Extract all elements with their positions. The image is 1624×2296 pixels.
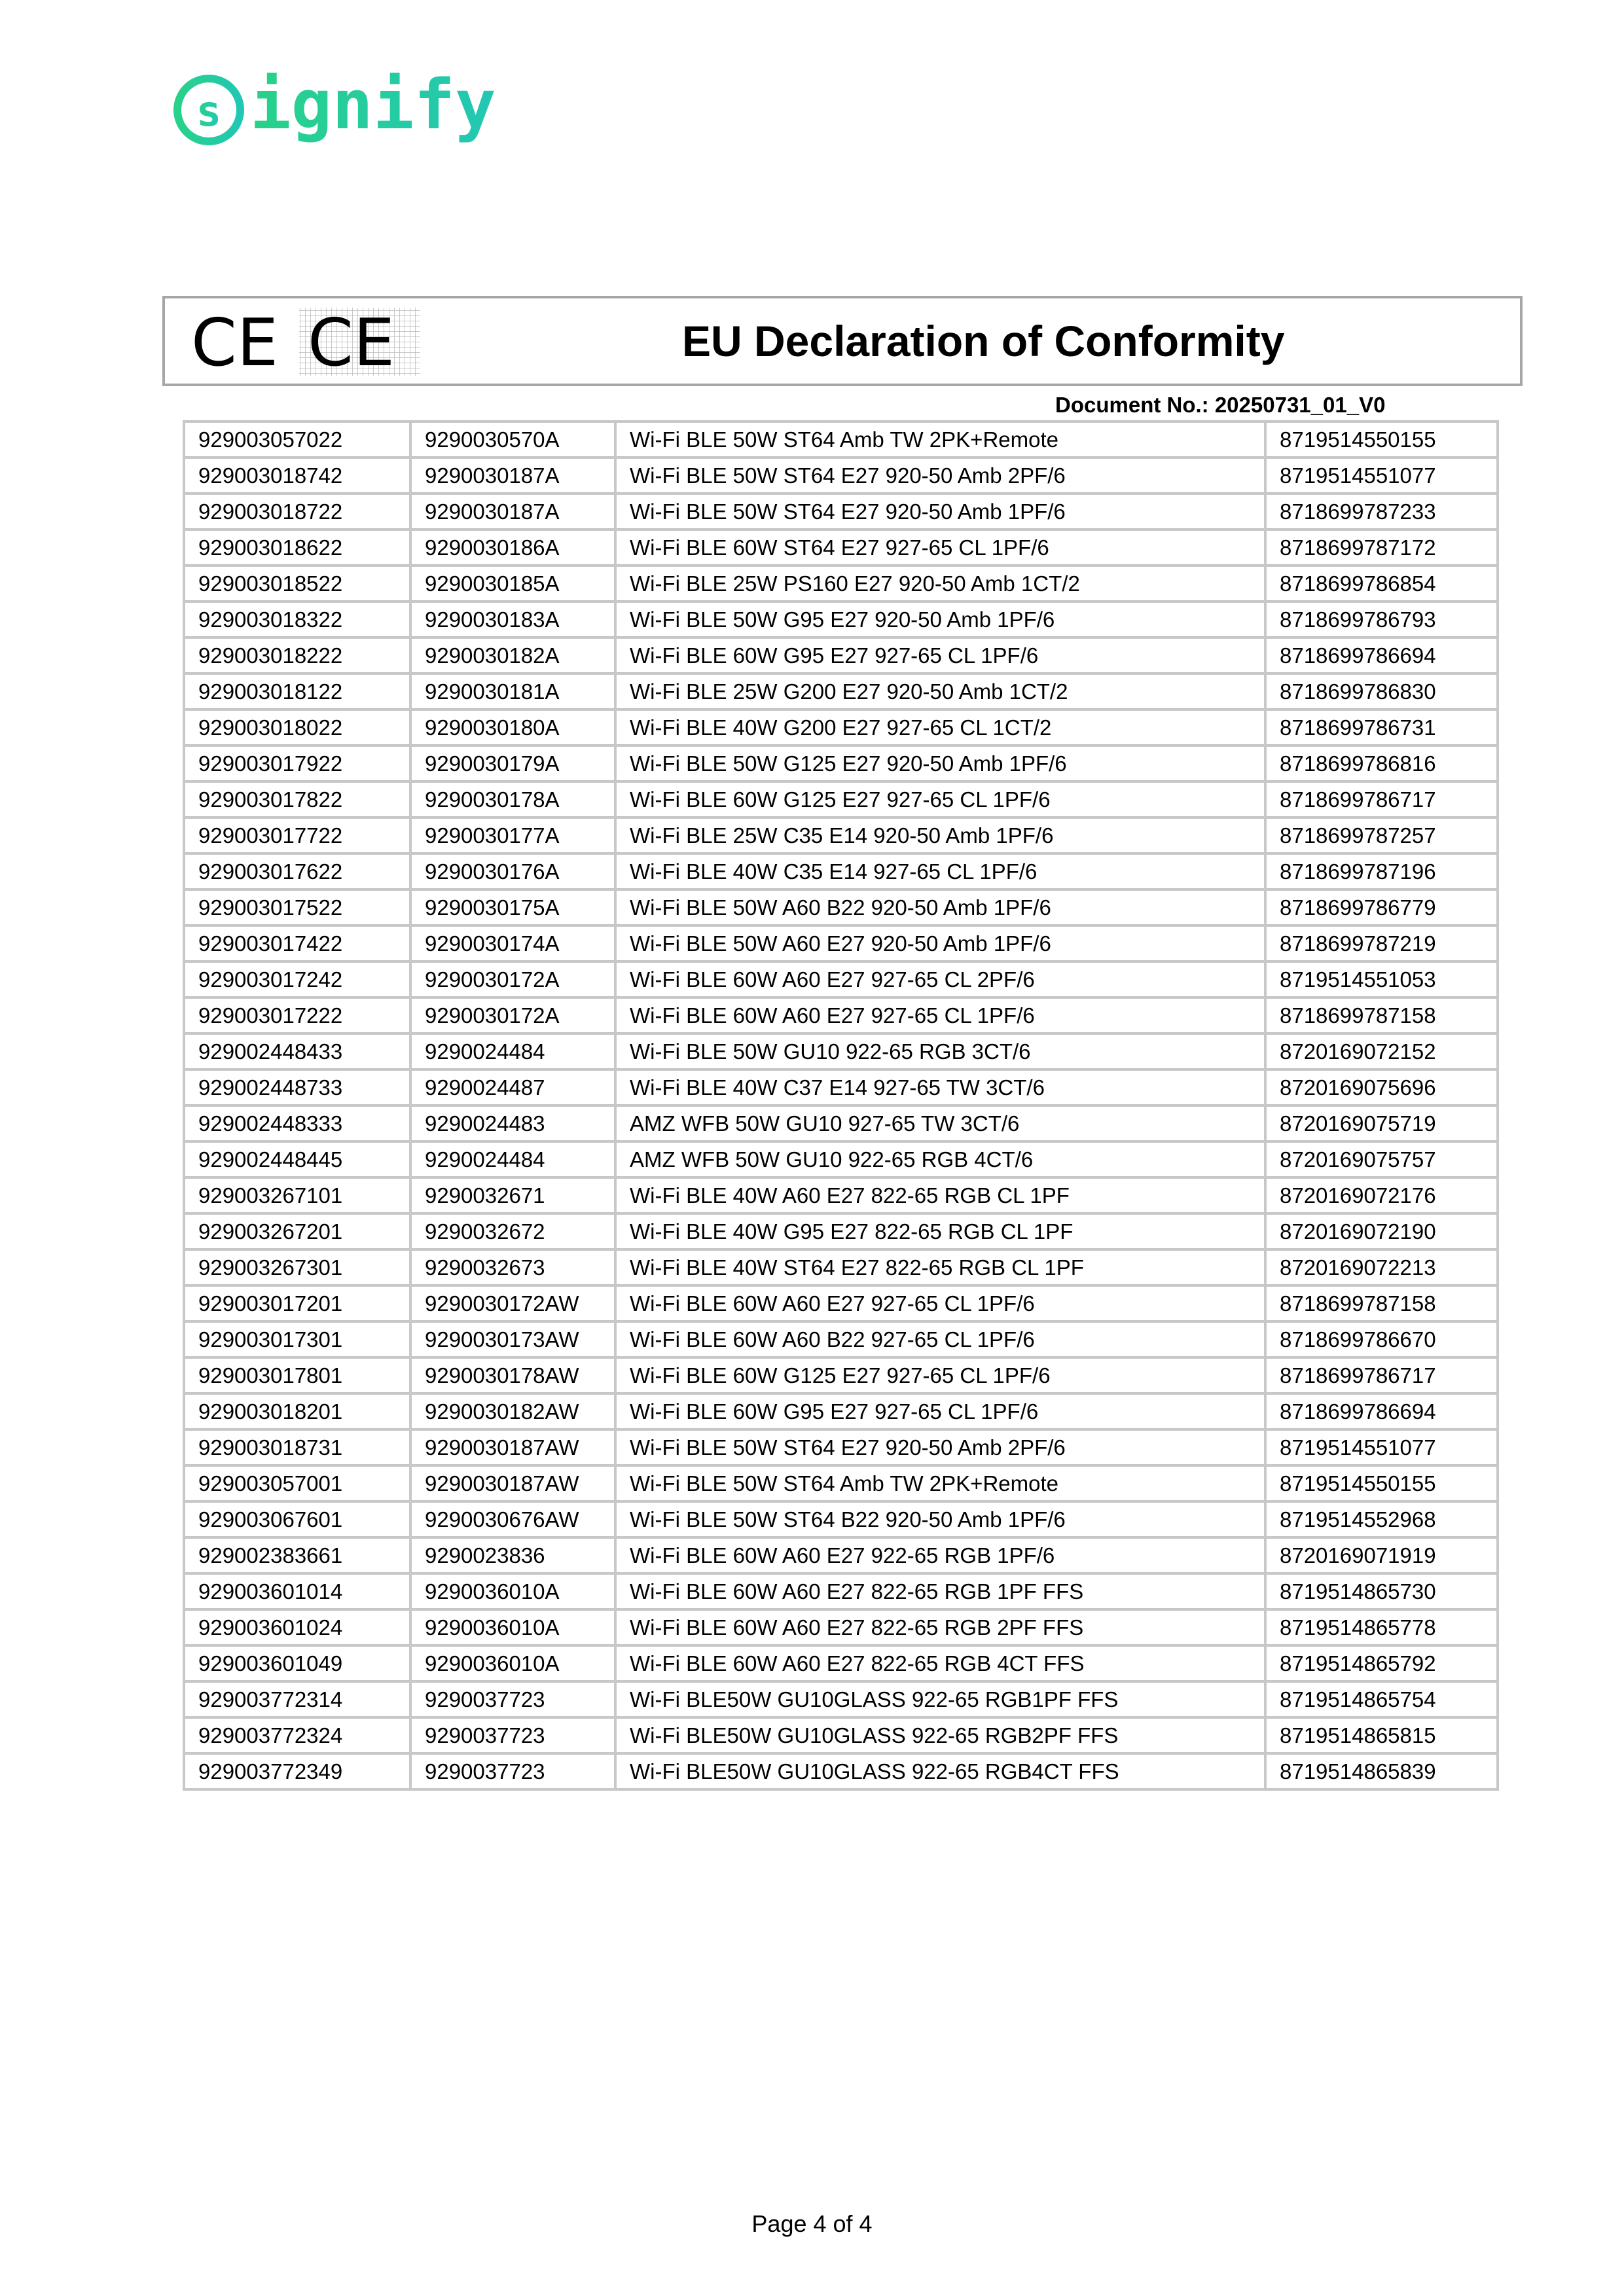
product-id-cell: 9290030570A [410, 422, 615, 457]
product-id-cell: 9290030179A [410, 745, 615, 781]
product-id-cell: 9290032673 [410, 1249, 615, 1285]
product-code-cell: 929003267101 [184, 1177, 410, 1213]
product-description-cell: Wi-Fi BLE 60W ST64 E27 927-65 CL 1PF/6 [615, 529, 1265, 565]
table-row [184, 961, 1498, 997]
table-row [184, 745, 1498, 781]
ean-code-cell: 8719514865792 [1265, 1645, 1498, 1681]
table-row [184, 781, 1498, 817]
product-code-cell: 929003057022 [184, 422, 410, 457]
product-code-cell: 929003267301 [184, 1249, 410, 1285]
product-id-cell: 9290030185A [410, 565, 615, 601]
ean-code-cell: 8718699786779 [1265, 889, 1498, 925]
product-description-cell: Wi-Fi BLE 60W A60 E27 822-65 RGB 1PF FFS [615, 1573, 1265, 1609]
product-description-cell: Wi-Fi BLE50W GU10GLASS 922-65 RGB2PF FFS [615, 1717, 1265, 1753]
product-description-cell: Wi-Fi BLE 50W ST64 Amb TW 2PK+Remote [615, 1465, 1265, 1501]
product-description-cell: Wi-Fi BLE 25W PS160 E27 920-50 Amb 1CT/2 [615, 565, 1265, 601]
ean-code-cell: 8719514550155 [1265, 1465, 1498, 1501]
ean-code-cell: 8718699787219 [1265, 925, 1498, 961]
product-code-cell: 929003018742 [184, 457, 410, 493]
ean-code-cell: 8720169075696 [1265, 1069, 1498, 1105]
ean-code-cell: 8718699786854 [1265, 565, 1498, 601]
product-code-cell: 929003018622 [184, 529, 410, 565]
product-code-cell: 929003017222 [184, 997, 410, 1033]
product-id-cell: 9290030182A [410, 637, 615, 673]
product-id-cell: 9290030177A [410, 817, 615, 853]
document-title: EU Declaration of Conformity [682, 317, 1285, 365]
signify-logo-mark [171, 71, 512, 156]
product-id-cell: 9290030187A [410, 457, 615, 493]
table-row [184, 1177, 1498, 1213]
ean-code-cell: 8719514551053 [1265, 961, 1498, 997]
table-row [184, 529, 1498, 565]
ean-code-cell: 8718699786670 [1265, 1321, 1498, 1357]
product-description-cell: Wi-Fi BLE 50W GU10 922-65 RGB 3CT/6 [615, 1033, 1265, 1069]
product-description-cell: Wi-Fi BLE 25W G200 E27 920-50 Amb 1CT/2 [615, 673, 1265, 709]
product-description-cell: Wi-Fi BLE 50W G125 E27 920-50 Amb 1PF/6 [615, 745, 1265, 781]
table-row [184, 1357, 1498, 1393]
product-description-cell: Wi-Fi BLE 40W G200 E27 927-65 CL 1CT/2 [615, 709, 1265, 745]
ean-code-cell: 8718699786717 [1265, 781, 1498, 817]
ean-code-cell: 8719514865815 [1265, 1717, 1498, 1753]
table-row [184, 997, 1498, 1033]
ean-code-cell: 8718699787196 [1265, 853, 1498, 889]
ean-code-cell: 8720169072190 [1265, 1213, 1498, 1249]
document-number: Document No.: 20250731_01_V0 [1055, 393, 1386, 417]
product-code-cell: 929003018731 [184, 1429, 410, 1465]
product-description-cell: Wi-Fi BLE50W GU10GLASS 922-65 RGB4CT FFS [615, 1753, 1265, 1789]
ean-code-cell: 8720169072152 [1265, 1033, 1498, 1069]
product-id-cell: 9290024483 [410, 1105, 615, 1141]
ean-code-cell: 8719514865730 [1265, 1573, 1498, 1609]
product-id-cell: 9290032671 [410, 1177, 615, 1213]
product-id-cell: 9290037723 [410, 1681, 615, 1717]
product-id-cell: 9290030187AW [410, 1465, 615, 1501]
product-code-cell: 929002383661 [184, 1537, 410, 1573]
product-code-cell: 929003772349 [184, 1753, 410, 1789]
ean-code-cell: 8718699786830 [1265, 673, 1498, 709]
product-code-cell: 929003017242 [184, 961, 410, 997]
product-description-cell: Wi-Fi BLE 50W A60 E27 920-50 Amb 1PF/6 [615, 925, 1265, 961]
table-row [184, 1429, 1498, 1465]
product-id-cell: 9290024484 [410, 1033, 615, 1069]
table-row [184, 1213, 1498, 1249]
product-code-cell: 929003017522 [184, 889, 410, 925]
ean-code-cell: 8718699787257 [1265, 817, 1498, 853]
signify-logo [171, 71, 512, 156]
ce-mark-icon [185, 305, 446, 378]
product-code-cell: 929003017801 [184, 1357, 410, 1393]
product-description-cell: AMZ WFB 50W GU10 927-65 TW 3CT/6 [615, 1105, 1265, 1141]
product-description-cell: Wi-Fi BLE 40W ST64 E27 822-65 RGB CL 1PF [615, 1249, 1265, 1285]
product-rows [184, 422, 1498, 1789]
product-description-cell: Wi-Fi BLE 60W G125 E27 927-65 CL 1PF/6 [615, 781, 1265, 817]
product-description-cell: Wi-Fi BLE 50W ST64 Amb TW 2PK+Remote [615, 422, 1265, 457]
table-row [184, 1501, 1498, 1537]
table-row [184, 1393, 1498, 1429]
product-id-cell: 9290030172A [410, 997, 615, 1033]
product-code-cell: 929003018522 [184, 565, 410, 601]
table-row [184, 493, 1498, 529]
table-row [184, 1537, 1498, 1573]
table-row [184, 1249, 1498, 1285]
product-description-cell: Wi-Fi BLE 60W A60 E27 927-65 CL 2PF/6 [615, 961, 1265, 997]
table-row [184, 1033, 1498, 1069]
product-description-cell: Wi-Fi BLE 50W ST64 E27 920-50 Amb 1PF/6 [615, 493, 1265, 529]
table-row [184, 889, 1498, 925]
product-id-cell: 9290030186A [410, 529, 615, 565]
ean-code-cell: 8719514552968 [1265, 1501, 1498, 1537]
table-row [184, 1681, 1498, 1717]
product-code-cell: 929003017422 [184, 925, 410, 961]
ean-code-cell: 8719514865839 [1265, 1753, 1498, 1789]
product-code-cell: 929002448433 [184, 1033, 410, 1069]
table-row [184, 457, 1498, 493]
product-code-cell: 929003017722 [184, 817, 410, 853]
product-code-cell: 929002448333 [184, 1105, 410, 1141]
product-description-cell: Wi-Fi BLE 50W ST64 E27 920-50 Amb 2PF/6 [615, 1429, 1265, 1465]
table-row [184, 673, 1498, 709]
product-description-cell: Wi-Fi BLE 60W A60 B22 927-65 CL 1PF/6 [615, 1321, 1265, 1357]
ean-code-cell: 8718699786717 [1265, 1357, 1498, 1393]
product-id-cell: 9290030172A [410, 961, 615, 997]
product-code-cell: 929003017922 [184, 745, 410, 781]
product-id-cell: 9290036010A [410, 1573, 615, 1609]
table-row [184, 1753, 1498, 1789]
product-code-cell: 929003018201 [184, 1393, 410, 1429]
ean-code-cell: 8718699786694 [1265, 1393, 1498, 1429]
table-row [184, 1465, 1498, 1501]
table-row [184, 1645, 1498, 1681]
product-description-cell: Wi-Fi BLE 60W A60 E27 927-65 CL 1PF/6 [615, 1285, 1265, 1321]
product-description-cell: Wi-Fi BLE 40W G95 E27 822-65 RGB CL 1PF [615, 1213, 1265, 1249]
table-row [184, 1141, 1498, 1177]
product-id-cell: 9290037723 [410, 1753, 615, 1789]
product-id-cell: 9290030172AW [410, 1285, 615, 1321]
product-description-cell: Wi-Fi BLE 50W ST64 B22 920-50 Amb 1PF/6 [615, 1501, 1265, 1537]
table-row [184, 709, 1498, 745]
product-id-cell: 9290036010A [410, 1609, 615, 1645]
ean-code-cell: 8719514550155 [1265, 422, 1498, 457]
ean-code-cell: 8718699786694 [1265, 637, 1498, 673]
ean-code-cell: 8718699787172 [1265, 529, 1498, 565]
product-code-cell: 929003601024 [184, 1609, 410, 1645]
product-id-cell: 9290030174A [410, 925, 615, 961]
product-description-cell: Wi-Fi BLE 40W C37 E14 927-65 TW 3CT/6 [615, 1069, 1265, 1105]
product-description-cell: Wi-Fi BLE 60W G125 E27 927-65 CL 1PF/6 [615, 1357, 1265, 1393]
table-row [184, 925, 1498, 961]
ean-code-cell: 8718699786793 [1265, 601, 1498, 637]
product-code-cell: 929003018122 [184, 673, 410, 709]
product-description-cell: Wi-Fi BLE 60W A60 E27 822-65 RGB 2PF FFS [615, 1609, 1265, 1645]
product-description-cell: Wi-Fi BLE 25W C35 E14 920-50 Amb 1PF/6 [615, 817, 1265, 853]
product-code-cell: 929002448733 [184, 1069, 410, 1105]
table-row [184, 1285, 1498, 1321]
table-row [184, 637, 1498, 673]
product-description-cell: Wi-Fi BLE 60W A60 E27 927-65 CL 1PF/6 [615, 997, 1265, 1033]
table-row [184, 853, 1498, 889]
logo-wordmark: ignify [250, 71, 496, 145]
table-row [184, 1105, 1498, 1141]
product-table [183, 420, 1499, 1791]
product-id-cell: 9290030181A [410, 673, 615, 709]
ean-code-cell: 8718699786816 [1265, 745, 1498, 781]
product-id-cell: 9290030676AW [410, 1501, 615, 1537]
product-id-cell: 9290030187AW [410, 1429, 615, 1465]
product-id-cell: 9290023836 [410, 1537, 615, 1573]
product-code-cell: 929003018222 [184, 637, 410, 673]
product-id-cell: 9290032672 [410, 1213, 615, 1249]
table-row [184, 422, 1498, 457]
table-row [184, 817, 1498, 853]
product-code-cell: 929003057001 [184, 1465, 410, 1501]
product-id-cell: 9290030176A [410, 853, 615, 889]
product-code-cell: 929003017822 [184, 781, 410, 817]
product-description-cell: Wi-Fi BLE 50W ST64 E27 920-50 Amb 2PF/6 [615, 457, 1265, 493]
product-id-cell: 9290030180A [410, 709, 615, 745]
product-code-cell: 929003772314 [184, 1681, 410, 1717]
ean-code-cell: 8718699787158 [1265, 997, 1498, 1033]
product-id-cell: 9290030187A [410, 493, 615, 529]
product-code-cell: 929003772324 [184, 1717, 410, 1753]
product-code-cell: 929003601049 [184, 1645, 410, 1681]
product-description-cell: AMZ WFB 50W GU10 922-65 RGB 4CT/6 [615, 1141, 1265, 1177]
product-code-cell: 929003267201 [184, 1213, 410, 1249]
ean-code-cell: 8720169072213 [1265, 1249, 1498, 1285]
table-row [184, 1609, 1498, 1645]
product-code-cell: 929003018022 [184, 709, 410, 745]
table-row [184, 1069, 1498, 1105]
product-description-cell: Wi-Fi BLE 40W A60 E27 822-65 RGB CL 1PF [615, 1177, 1265, 1213]
product-description-cell: Wi-Fi BLE 50W G95 E27 920-50 Amb 1PF/6 [615, 601, 1265, 637]
product-id-cell: 9290030182AW [410, 1393, 615, 1429]
ean-code-cell: 8719514865754 [1265, 1681, 1498, 1717]
ean-code-cell: 8719514865778 [1265, 1609, 1498, 1645]
declaration-header [162, 296, 1523, 386]
product-id-cell: 9290024487 [410, 1069, 615, 1105]
ean-code-cell: 8719514551077 [1265, 457, 1498, 493]
ean-code-cell: 8720169075719 [1265, 1105, 1498, 1141]
product-id-cell: 9290030178AW [410, 1357, 615, 1393]
ean-code-cell: 8718699786731 [1265, 709, 1498, 745]
ean-code-cell: 8720169072176 [1265, 1177, 1498, 1213]
product-code-cell: 929002448445 [184, 1141, 410, 1177]
ean-code-cell: 8719514551077 [1265, 1429, 1498, 1465]
ce-mark-solid: CE [191, 305, 279, 378]
product-id-cell: 9290037723 [410, 1717, 615, 1753]
product-description-cell: Wi-Fi BLE 60W G95 E27 927-65 CL 1PF/6 [615, 1393, 1265, 1429]
logo-s-glyph: s [196, 88, 222, 136]
table-row [184, 1321, 1498, 1357]
product-code-cell: 929003017622 [184, 853, 410, 889]
ean-code-cell: 8718699787158 [1265, 1285, 1498, 1321]
product-id-cell: 9290030173AW [410, 1321, 615, 1357]
product-description-cell: Wi-Fi BLE 50W A60 B22 920-50 Amb 1PF/6 [615, 889, 1265, 925]
table-row [184, 1573, 1498, 1609]
product-code-cell: 929003067601 [184, 1501, 410, 1537]
product-code-cell: 929003017301 [184, 1321, 410, 1357]
ce-marks [185, 305, 446, 378]
table-row [184, 1717, 1498, 1753]
product-id-cell: 9290030175A [410, 889, 615, 925]
product-code-cell: 929003601014 [184, 1573, 410, 1609]
product-code-cell: 929003018322 [184, 601, 410, 637]
product-description-cell: Wi-Fi BLE50W GU10GLASS 922-65 RGB1PF FFS [615, 1681, 1265, 1717]
product-code-cell: 929003018722 [184, 493, 410, 529]
product-description-cell: Wi-Fi BLE 40W C35 E14 927-65 CL 1PF/6 [615, 853, 1265, 889]
table-row [184, 565, 1498, 601]
ean-code-cell: 8720169075757 [1265, 1141, 1498, 1177]
product-description-cell: Wi-Fi BLE 60W A60 E27 822-65 RGB 4CT FFS [615, 1645, 1265, 1681]
product-description-cell: Wi-Fi BLE 60W A60 E27 922-65 RGB 1PF/6 [615, 1537, 1265, 1573]
ce-mark-grid: CE [308, 305, 395, 378]
page-number: Page 4 of 4 [751, 2210, 873, 2237]
ean-code-cell: 8720169071919 [1265, 1537, 1498, 1573]
product-id-cell: 9290030178A [410, 781, 615, 817]
table-row [184, 601, 1498, 637]
product-id-cell: 9290024484 [410, 1141, 615, 1177]
product-code-cell: 929003017201 [184, 1285, 410, 1321]
product-id-cell: 9290036010A [410, 1645, 615, 1681]
product-description-cell: Wi-Fi BLE 60W G95 E27 927-65 CL 1PF/6 [615, 637, 1265, 673]
ean-code-cell: 8718699787233 [1265, 493, 1498, 529]
product-id-cell: 9290030183A [410, 601, 615, 637]
